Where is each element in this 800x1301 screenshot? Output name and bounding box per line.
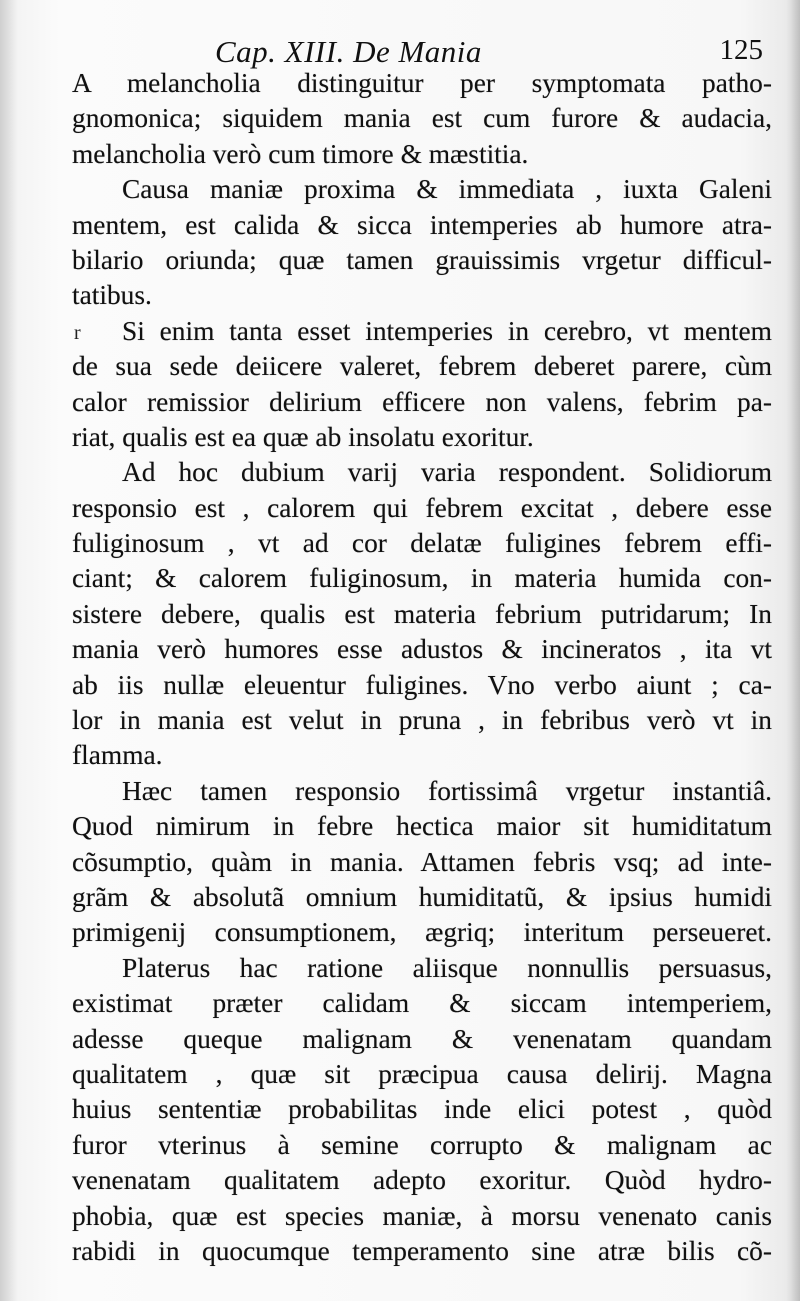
- text-line: Causa maniæ proxima & immediata , iuxta Galeni: [122, 174, 772, 205]
- text-line: mania verò humores esse adustos & incineratos , ita vt: [72, 634, 772, 665]
- text-line: A melancholia distinguitur per symptomata patho-: [72, 68, 772, 98]
- text-line: grãm & absolutã omnium humiditatũ, & ipsius humidi: [72, 881, 772, 912]
- text-line: calor remissior delirium efficere non valens, febrim pa-: [72, 386, 772, 417]
- text-line: responsio est , calorem qui febrem excitat , debere esse: [72, 492, 772, 523]
- text-line: lor in mania est velut in pruna , in febribus verò vt in: [72, 705, 772, 736]
- text-line: mentem, est calida & sicca intemperies ab humore atra-: [72, 209, 772, 240]
- text-line: phobia, quæ est species maniæ, à morsu venenato canis: [72, 1200, 772, 1231]
- page-edge-shadow: [786, 0, 800, 1301]
- text-line: riat, qualis est ea quæ ab insolatu exoritur.: [72, 421, 534, 452]
- text-line: venenatam qualitatem adepto exoritur. Quòd hydro-: [72, 1165, 772, 1196]
- text-line: tatibus.: [72, 280, 152, 311]
- text-line: sistere debere, qualis est materia febrium putridarum; In: [72, 598, 772, 629]
- text-line: fuliginosum , vt ad cor delatæ fuligines febrem effi-: [72, 528, 772, 559]
- text-line: rabidi in quocumque temperamento sine atræ bilis cõ-: [72, 1235, 772, 1266]
- text-line: Quod nimirum in febre hectica maior sit humiditatum: [72, 811, 772, 842]
- margin-mark: r: [74, 322, 81, 344]
- text-line: melancholia verò cum timore & mæstitia.: [72, 138, 529, 169]
- text-line: Hæc tamen responsio fortissimâ vrgetur instantiâ.: [122, 775, 772, 806]
- text-line: Platerus hac ratione aliisque nonnullis persuasus,: [122, 952, 772, 983]
- text-line: de sua sede deiicere valeret, febrem deberet parere, cùm: [72, 351, 772, 382]
- text-line: flamma.: [72, 740, 163, 771]
- text-line: ab iis nullæ eleuentur fuligines. Vno verbo aiunt ; ca-: [72, 669, 772, 700]
- body-text: [72, 66, 772, 1269]
- text-line: huius sententiæ probabilitas inde elici potest , quòd: [72, 1094, 772, 1125]
- text-line: cõsumptio, quàm in mania. Attamen febris vsq; ad inte-: [72, 846, 772, 877]
- text-line: gnomonica; siquidem mania est cum furore & audacia,: [72, 103, 772, 134]
- text-line: existimat præter calidam & siccam intemperiem,: [72, 988, 772, 1019]
- page-number: 125: [719, 34, 763, 66]
- text-line: Ad hoc dubium varij varia respondent. Solidiorum: [122, 457, 772, 488]
- text-line: Si enim tanta esset intemperies in cerebro, vt mentem: [122, 315, 772, 346]
- text-line: furor vterinus à semine corrupto & malignam ac: [72, 1129, 772, 1160]
- text-line: bilario oriunda; quæ tamen grauissimis vrgetur difficul-: [72, 244, 772, 275]
- text-line: ciant; & calorem fuliginosum, in materia humida con-: [72, 563, 772, 594]
- text-line: qualitatem , quæ sit præcipua causa delirij. Magna: [72, 1058, 772, 1089]
- text-line: adesse queque malignam & venenatam quandam: [72, 1023, 772, 1054]
- running-head: Cap. XIII. De Mania: [215, 34, 482, 69]
- text-line: primigenij consumptionem, ægriq; interitum perseueret.: [72, 917, 772, 948]
